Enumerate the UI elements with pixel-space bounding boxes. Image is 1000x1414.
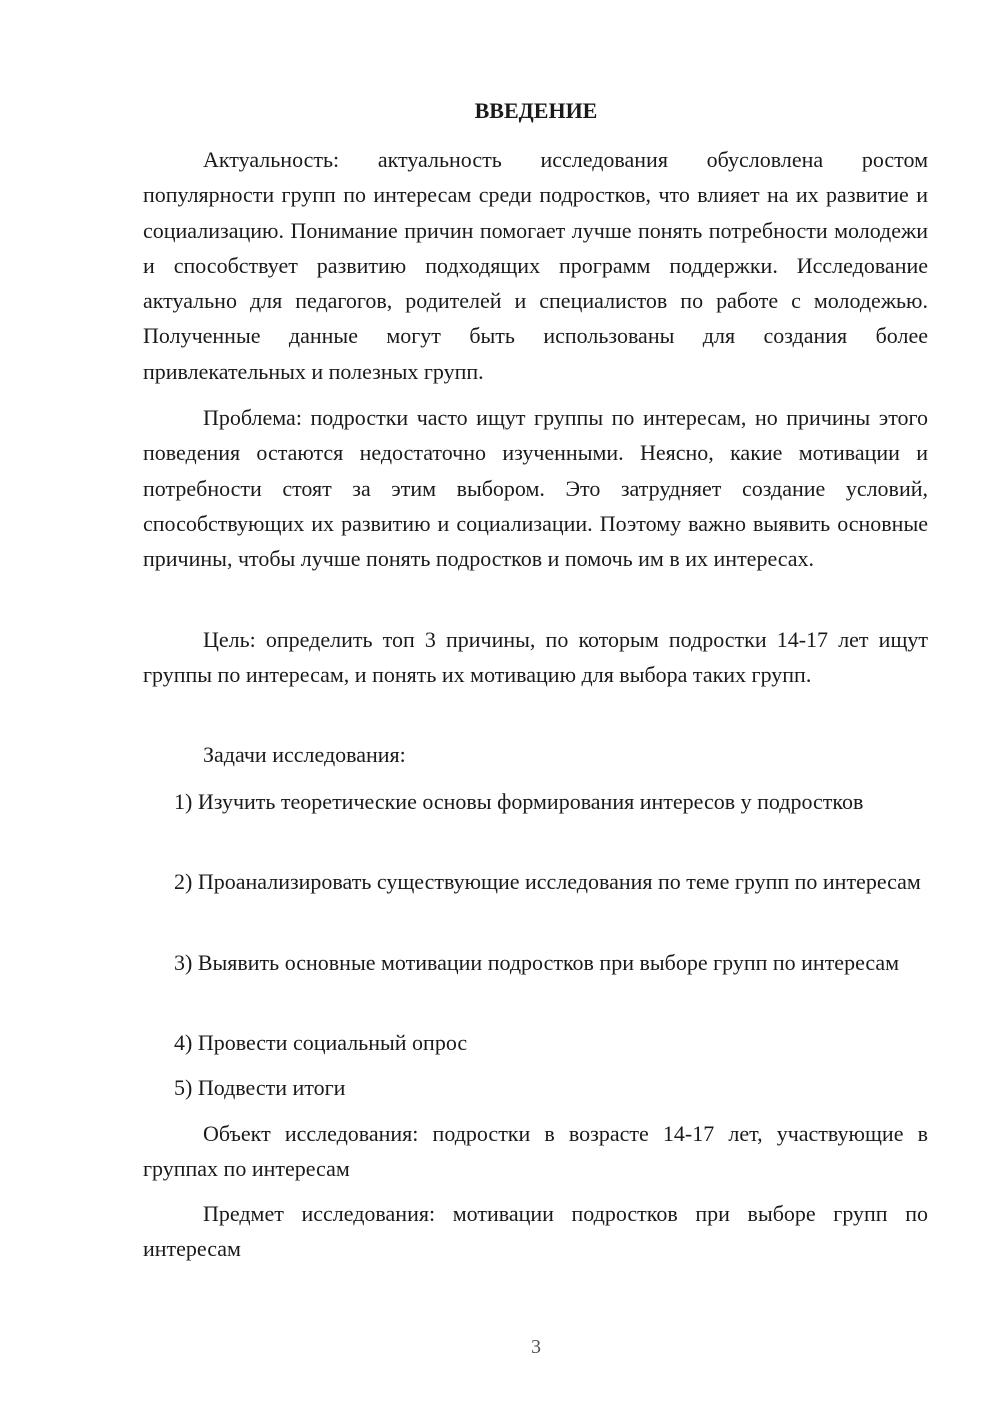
task-item-1: 1) Изучить теоретические основы формирования интересов у подростков — [174, 789, 864, 814]
object-paragraph: Объект исследования: подростки в возрасте 14-17 лет, участвующие в группах по интересам — [143, 1121, 928, 1182]
task-item-3: 3) Выявить основные мотивации подростков при выборе групп по интересам — [174, 950, 900, 975]
task-item-5: 5) Подвести итоги — [174, 1075, 346, 1100]
section-title: ВВЕДЕНИЕ — [474, 98, 598, 123]
task-item-4: 4) Провести социальный опрос — [174, 1030, 468, 1055]
page-number: 3 — [531, 1336, 541, 1358]
task-item-2: 2) Проанализировать существующие исследования по теме групп по интересам — [174, 869, 921, 894]
problem-paragraph: Проблема: подростки часто ищут группы по интересам, но причины этого поведения остаются недостаточно изученными. Неясно, какие мотивации и потребности стоят за этим выбором. Это затрудняет создание условий, способствующих их развитию и социализации. Поэтому важно выявить основные причины, чтобы лучше понять подростков и помочь им в их интересах. — [143, 405, 928, 572]
relevance-paragraph: Актуальность: актуальность исследования обусловлена ростом популярности групп по интересам среди подростков, что влияет на их развитие и социализацию. Понимание причин помогает лучше понять потребности молодежи и способствует развитию подходящих программ поддержки. Исследование актуально для педагогов, родителей и специалистов по работе с молодежью. Полученные данные могут быть использованы для создания более привлекательных и полезных групп. — [143, 147, 928, 384]
tasks-heading: Задачи исследования: — [203, 742, 406, 767]
goal-paragraph: Цель: определить топ 3 причины, по которым подростки 14-17 лет ищут группы по интересам, и понять их мотивацию для выбора таких групп. — [143, 627, 928, 688]
subject-paragraph: Предмет исследования: мотивации подростков при выборе групп по интересам — [143, 1201, 928, 1262]
